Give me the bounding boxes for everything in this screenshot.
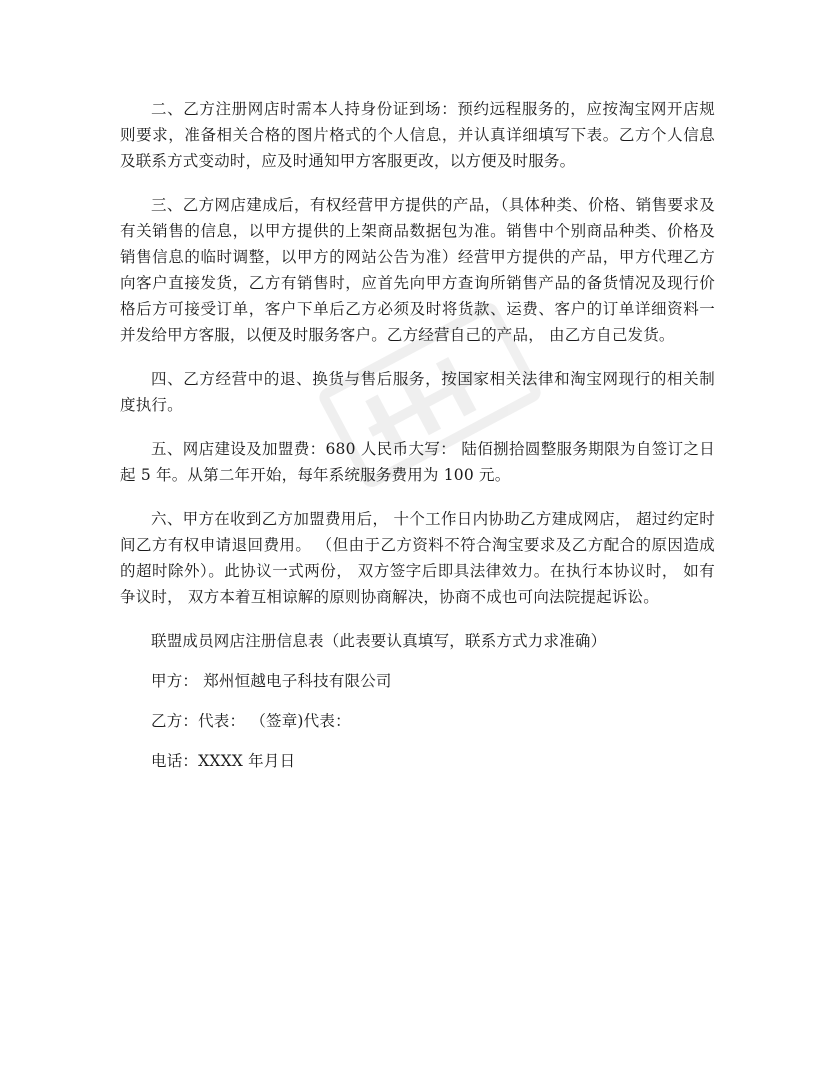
party-b-line: 乙方：代表： （签章)代表： [151, 712, 351, 730]
paragraph-clause-4: 四、乙方经营中的退、换货与售后服务，按国家相关法律和淘宝网现行的相关制度执行。 [120, 370, 715, 414]
paragraph-clause-2: 二、乙方注册网店时需本人持身份证到场：预约远程服务的，应按淘宝网开店规则要求，准备相关合格的图片格式的个人信息，并认真详细填写下表。乙方个人信息及联系方式变动时，应及时通知甲方客服更改，以方便及时服务。 [120, 100, 715, 170]
paragraph-clause-6: 六、甲方在收到乙方加盟费用后， 十个工作日内协助乙方建成网店， 超过约定时间乙方有权申请退回费用。 （但由于乙方资料不符合淘宝要求及乙方配合的原因造成的超时除外）。此协议一式两份， 双方签字后即具法律效力。在执行本协议时， 如有争议时， 双方本着互相谅解的原则协商解决，协商不成也可向法院提起诉讼。 [120, 510, 715, 606]
paragraph-clause-5: 五、网店建设及加盟费：680 人民币大写： 陆佰捌拾圆整服务期限为自签订之日起 5 年。从第二年开始，每年系统服务费用为 100 元。 [120, 440, 715, 484]
document-body [120, 96, 715, 788]
paragraph-clause-3: 三、乙方网店建成后，有权经营甲方提供的产品，（具体种类、价格、销售要求及有关销售的信息，以甲方提供的上架商品数据包为准。销售中个别商品种类、价格及销售信息的临时调整，以甲方的网站公告为准）经营甲方提供的产品，甲方代理乙方向客户直接发货，乙方有销售时，应首先向甲方查询所销售产品的备货情况及现行价格后方可接受订单，客户下单后乙方必须及时将货款、运费、客户的订单详细资料一并发给甲方客服，以便及时服务客户。乙方经营自己的产品， 由乙方自己发货。 [120, 196, 715, 344]
party-a-line: 甲方： 郑州恒越电子科技有限公司 [151, 672, 392, 690]
form-title: 联盟成员网店注册信息表（此表要认真填写，联系方式力求准确） [151, 632, 607, 650]
phone-date-line: 电话：XXXX 年月日 [151, 752, 296, 770]
